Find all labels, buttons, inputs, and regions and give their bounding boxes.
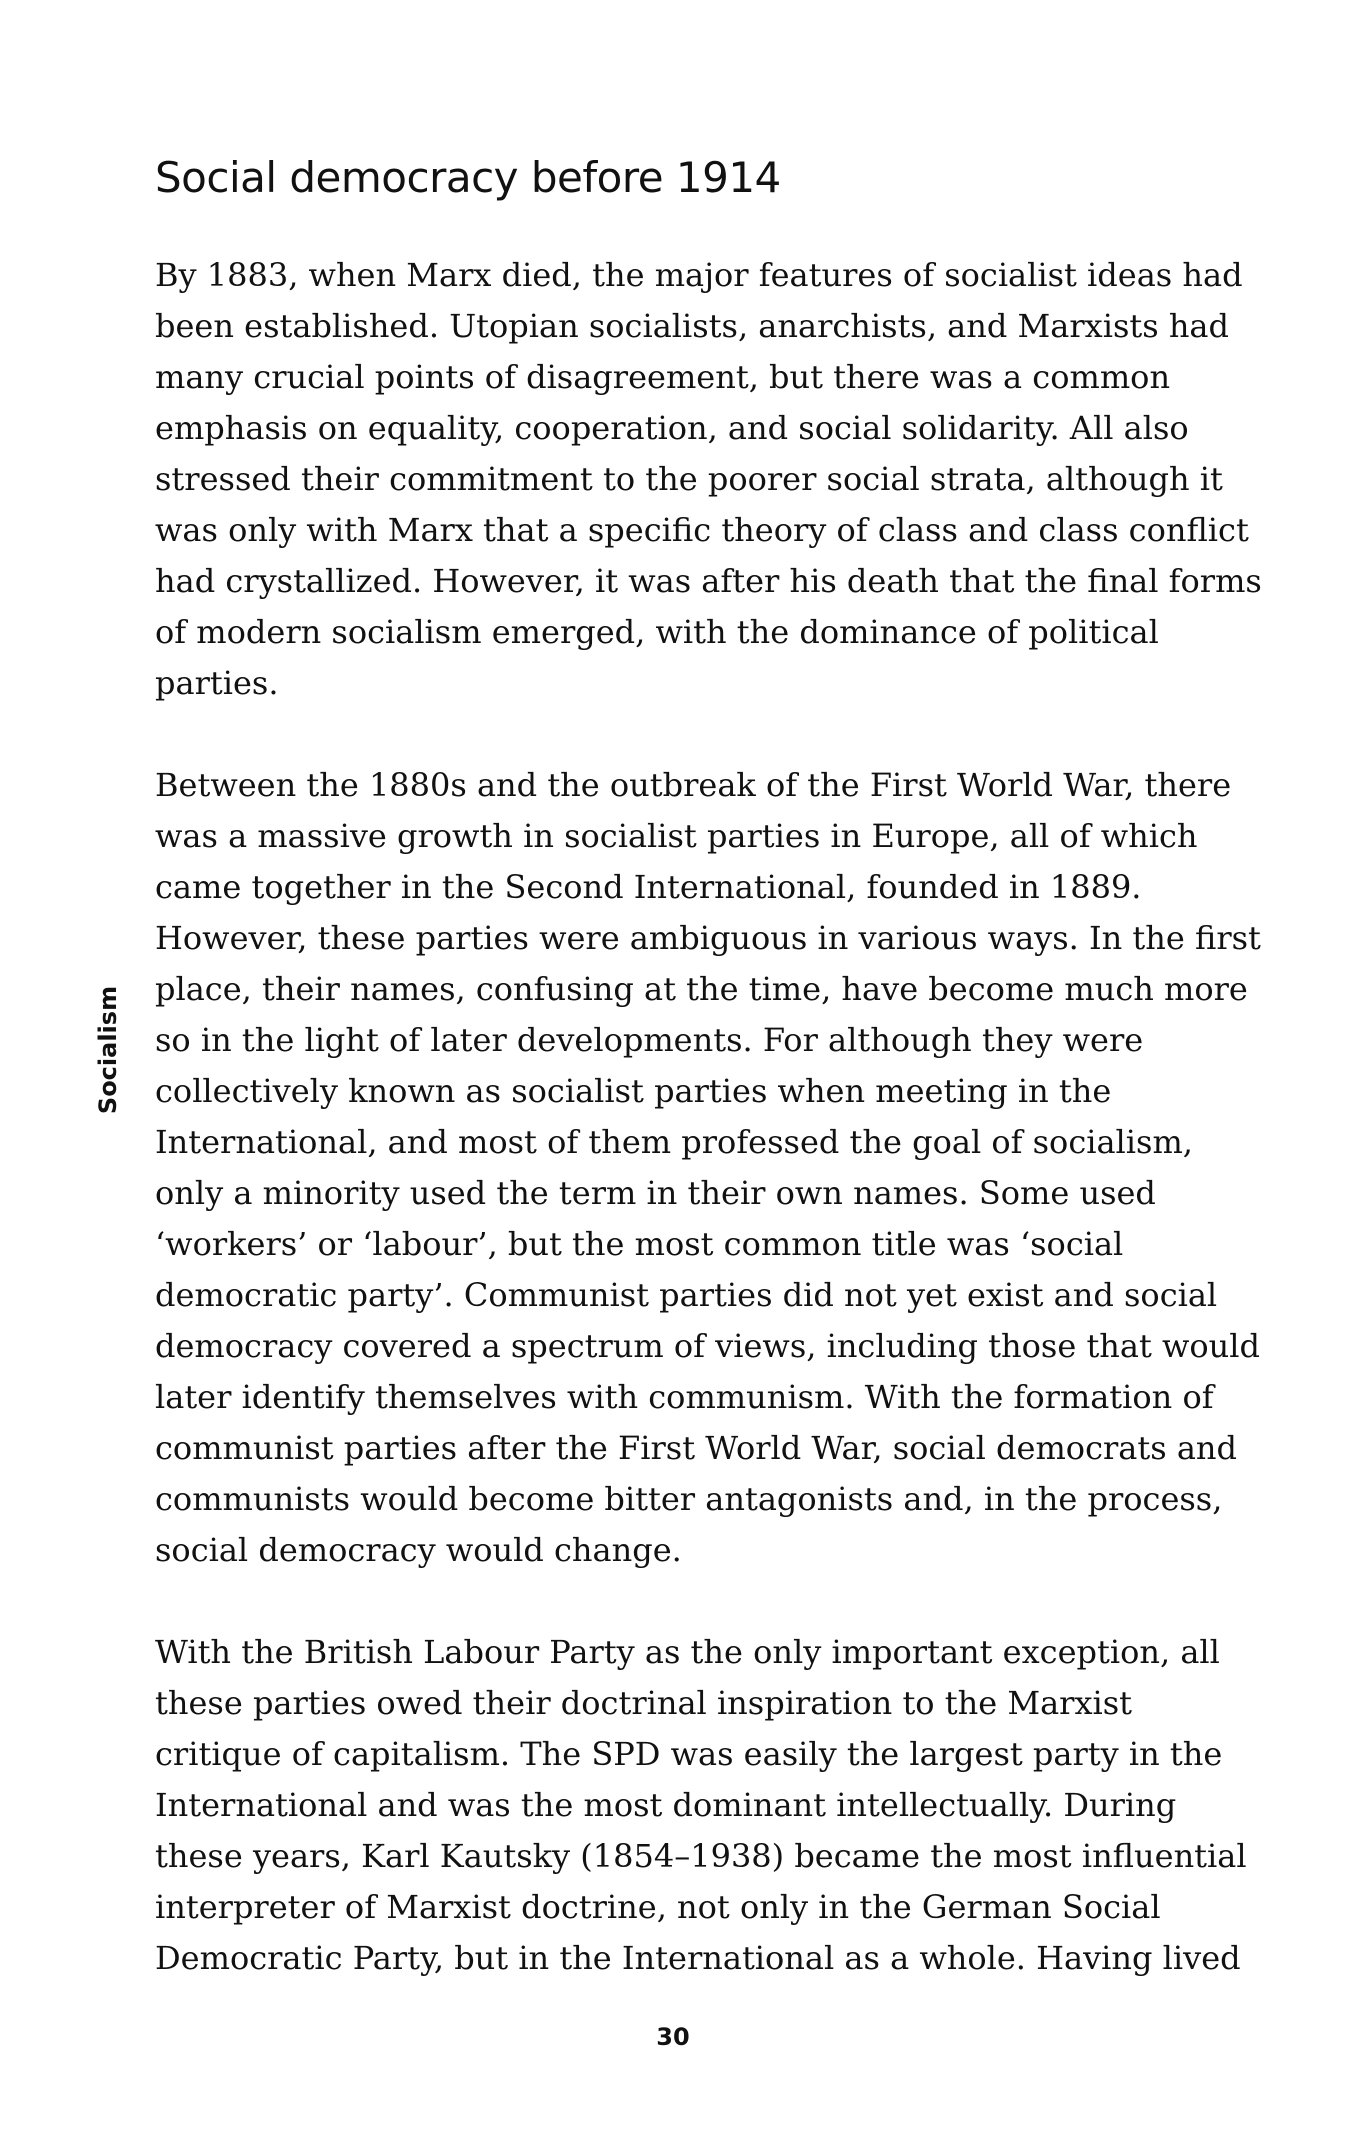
text-line: was a massive growth in socialist parties in Europe, all of which <box>155 817 1198 855</box>
text-line: only a minority used the term in their own names. Some used <box>155 1174 1156 1212</box>
text-line: of modern socialism emerged, with the dominance of political <box>155 613 1159 651</box>
text-line: came together in the Second International, founded in 1889. <box>155 868 1142 906</box>
text-line: emphasis on equality, cooperation, and social solidarity. All also <box>155 409 1189 447</box>
text-line: democracy covered a spectrum of views, including those that would <box>155 1327 1260 1365</box>
text-line: collectively known as socialist parties when meeting in the <box>155 1072 1112 1110</box>
text-line: ‘workers’ or ‘labour’, but the most common title was ‘social <box>155 1225 1124 1263</box>
page-number: 30 <box>656 2023 690 2051</box>
text-line: so in the light of later developments. For although they were <box>155 1021 1144 1059</box>
paragraph <box>155 1627 1247 1984</box>
body-text <box>155 250 1262 1984</box>
text-line: had crystallized. However, it was after his death that the final forms <box>155 562 1262 600</box>
text-line: social democracy would change. <box>155 1531 682 1569</box>
text-line: been established. Utopian socialists, anarchists, and Marxists had <box>155 307 1229 345</box>
text-line: was only with Marx that a specific theory of class and class conflict <box>155 511 1249 549</box>
text-line: stressed their commitment to the poorer social strata, although it <box>155 460 1223 498</box>
section-heading: Social democracy before 1914 <box>155 153 781 202</box>
running-head: Socialism <box>94 985 122 1115</box>
text-line: democratic party’. Communist parties did not yet exist and social <box>155 1276 1218 1314</box>
text-line: By 1883, when Marx died, the major features of socialist ideas had <box>155 256 1243 294</box>
text-line: these years, Karl Kautsky (1854–1938) became the most influential <box>155 1837 1247 1875</box>
text-line: parties. <box>155 664 279 702</box>
text-line: many crucial points of disagreement, but there was a common <box>155 358 1171 396</box>
text-line: communists would become bitter antagonists and, in the process, <box>155 1480 1223 1518</box>
text-line: interpreter of Marxist doctrine, not only in the German Social <box>155 1888 1161 1926</box>
text-line: later identify themselves with communism. With the formation of <box>155 1378 1214 1416</box>
text-line: International, and most of them professed the goal of socialism, <box>155 1123 1193 1161</box>
text-line: International and was the most dominant intellectually. During <box>155 1786 1177 1824</box>
paragraph <box>155 250 1262 709</box>
text-line: However, these parties were ambiguous in various ways. In the first <box>155 919 1261 957</box>
text-line: critique of capitalism. The SPD was easily the largest party in the <box>155 1735 1223 1773</box>
text-line: Between the 1880s and the outbreak of the First World War, there <box>155 766 1232 804</box>
text-line: communist parties after the First World War, social democrats and <box>155 1429 1237 1467</box>
text-line: place, their names, confusing at the time, have become much more <box>155 970 1248 1008</box>
text-line: Democratic Party, but in the International as a whole. Having lived <box>155 1939 1241 1977</box>
text-line: With the British Labour Party as the only important exception, all <box>155 1633 1220 1671</box>
text-line: these parties owed their doctrinal inspiration to the Marxist <box>155 1684 1133 1722</box>
paragraph <box>155 760 1261 1576</box>
